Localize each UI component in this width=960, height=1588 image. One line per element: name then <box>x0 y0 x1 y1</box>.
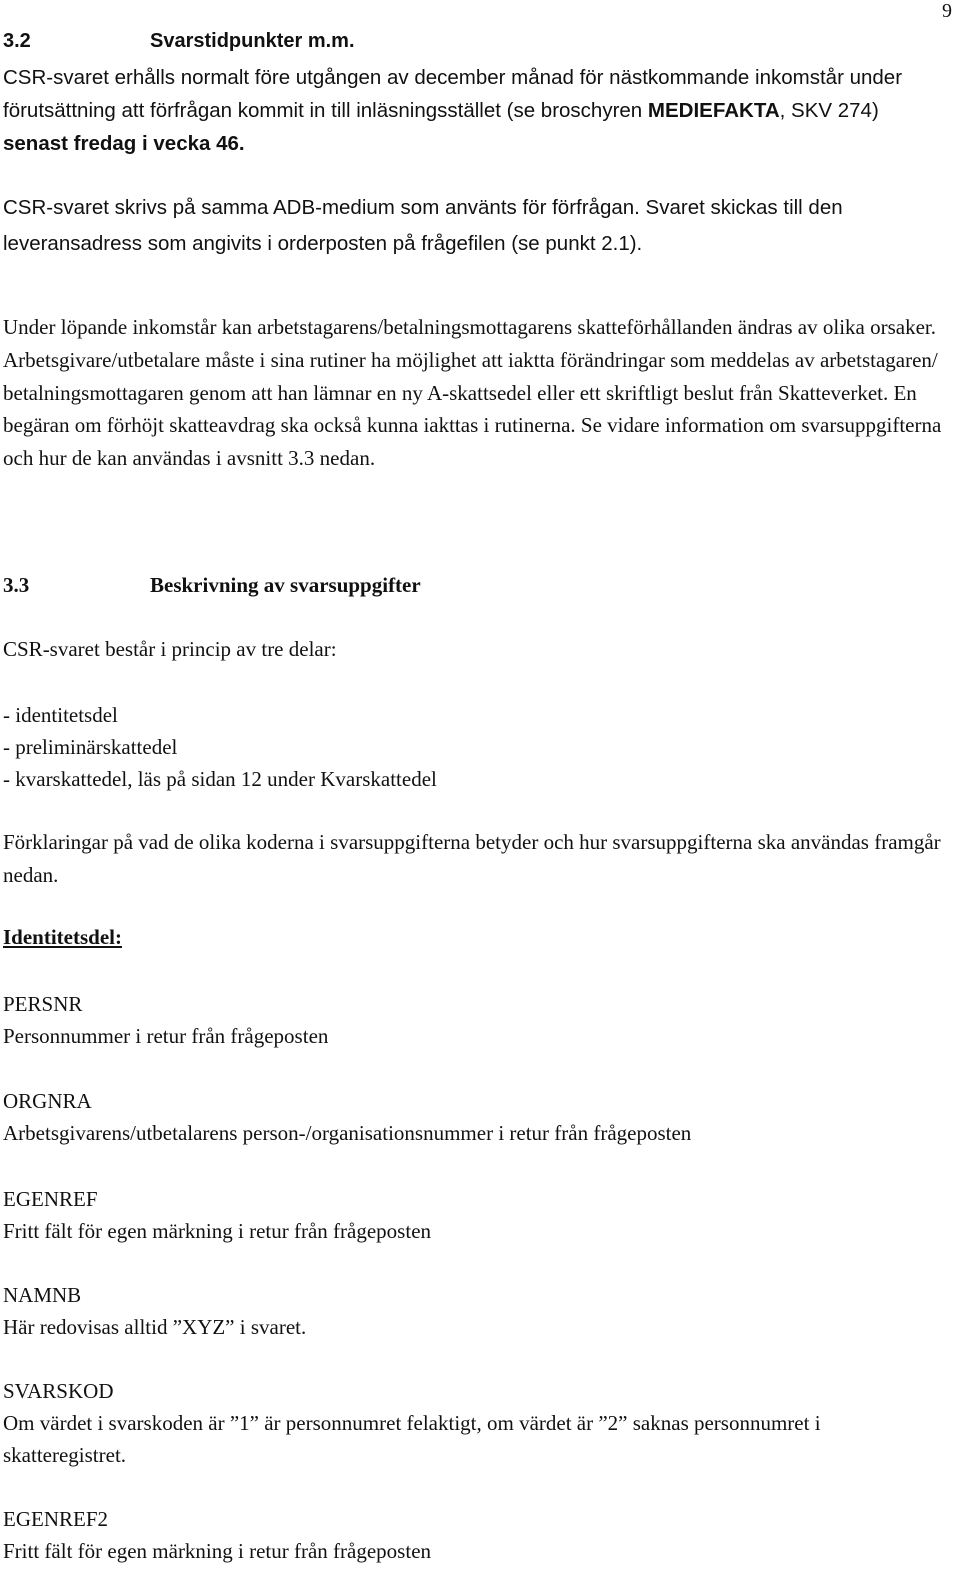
section-number: 3.3 <box>3 573 30 597</box>
page-number: 9 <box>942 0 952 22</box>
identitetsdel-heading: Identitetsdel: <box>3 925 122 949</box>
field-description: Arbetsgivarens/utbetalarens person-/organisationsnummer i retur från frågeposten <box>3 1121 692 1145</box>
field-persnr <box>3 988 948 1052</box>
mediefakta-bold: MEDIEFAKTA <box>647 99 780 122</box>
field-egenref2 <box>3 1503 948 1567</box>
field-egenref <box>3 1183 948 1247</box>
field-svarskod <box>3 1375 948 1471</box>
deadline-bold: senast fredag i vecka 46. <box>3 132 245 155</box>
intro-text: CSR-svaret består i princip av tre delar: <box>3 637 337 661</box>
field-description: Personnummer i retur från frågeposten <box>3 1024 329 1048</box>
parts-list <box>3 699 948 795</box>
field-description: Om värdet i svarskoden är ”1” är personnumret felaktigt, om värdet är ”2” saknas personnumret i skatteregistret. <box>3 1411 821 1467</box>
paragraph-lopande-inkomstar: Under löpande inkomstår kan arbetstagarens/betalningsmottagarens skatteförhållanden ändras av olika orsaker. Arbetsgivare/utbetalare måste i sina rutiner ha möjlighet att iaktta förändringar som meddelas av arbetstagaren/ betalningsmottagaren genom att han lämnar en ny A-skattsedel eller ett skriftligt beslut från Skatteverket. En begäran om förhöjt skatteavdrag ska också kunna iakttas i rutinerna. Se vidare information om svarsuppgifterna och hur de kan användas i avsnitt 3.3 nedan. <box>3 315 942 471</box>
field-code: PERSNR <box>3 992 83 1016</box>
paragraph-adb-medium: CSR-svaret skrivs på samma ADB-medium som använts för förfrågan. Svaret skickas till den leveransadress som angivits i orderposten på frågefilen (se punkt 2.1). <box>3 196 843 255</box>
paragraph-text: , SKV 274) <box>779 99 879 122</box>
section-heading-3-3 <box>3 573 421 598</box>
field-description: Här redovisas alltid ”XYZ” i svaret. <box>3 1315 307 1339</box>
field-code: EGENREF <box>3 1187 98 1211</box>
field-code: ORGNRA <box>3 1089 92 1113</box>
section-number: 3.2 <box>3 30 31 52</box>
section-heading-3-2 <box>3 30 355 53</box>
list-item: - kvarskattedel, läs på sidan 12 under Kvarskattedel <box>3 767 437 791</box>
field-code: SVARSKOD <box>3 1379 114 1403</box>
field-code: NAMNB <box>3 1283 82 1307</box>
paragraph-text: CSR-svaret erhålls normalt före utgången av december månad för nästkommande inkomstår under förutsättning att förfrågan kommit in till inläsningsstället (se broschyren <box>3 66 903 122</box>
list-item: - identitetsdel <box>3 703 118 727</box>
field-orgnra <box>3 1085 948 1149</box>
list-item: - preliminärskattedel <box>3 735 178 759</box>
section-title: Beskrivning av svarsuppgifter <box>150 573 421 597</box>
field-description: Fritt fält för egen märkning i retur från frågeposten <box>3 1219 432 1243</box>
paragraph-svarstidpunkt <box>3 61 948 160</box>
section-title: Svarstidpunkter m.m. <box>150 30 355 52</box>
explanation-text: Förklaringar på vad de olika koderna i svarsuppgifterna betyder och hur svarsuppgifterna ska användas framgår nedan. <box>3 830 941 887</box>
field-description: Fritt fält för egen märkning i retur från frågeposten <box>3 1539 432 1563</box>
field-namnb <box>3 1279 948 1343</box>
field-code: EGENREF2 <box>3 1507 108 1531</box>
